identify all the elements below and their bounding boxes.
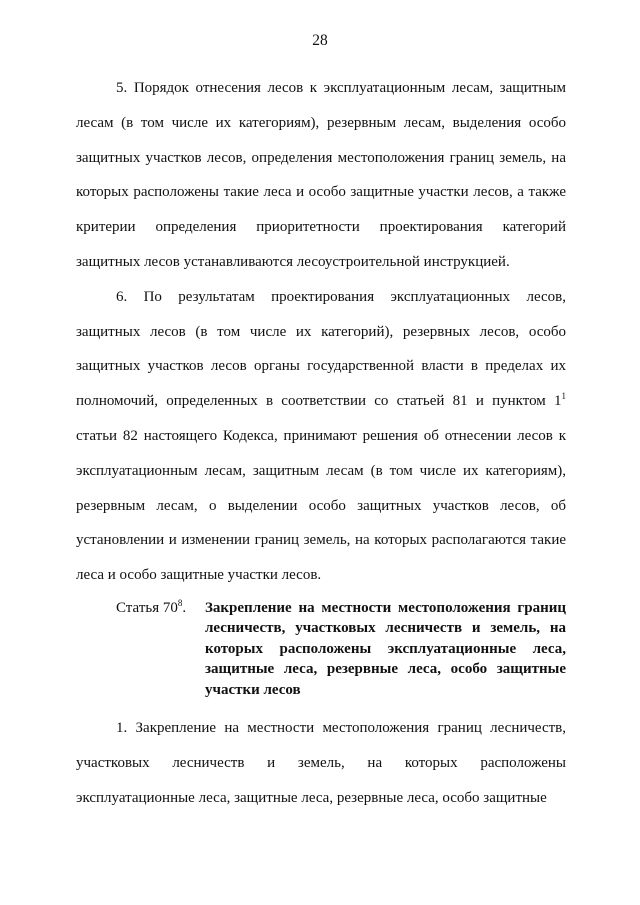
paragraph-6 — [76, 280, 566, 593]
article-heading — [76, 598, 566, 700]
paragraph-6-superscript: 1 — [561, 391, 566, 402]
document-body — [76, 71, 566, 815]
article-label-superscript: 8 — [177, 597, 183, 608]
article-number — [76, 598, 205, 700]
article-label-suffix: . — [182, 599, 187, 616]
paragraph-6-text-end: статьи 82 настоящего Кодекса, принимают решения об отнесении лесов к эксплуатационным лесам, защитным лесам (в том числе их категориям), резервным лесам, о выделении особо защитных участков лесов, об установлении и изменении границ земель, на которых располагаются такие леса и особо защитные участки лесов. — [76, 427, 566, 584]
article-paragraph-1: 1. Закрепление на местности местоположения границ лесничеств, участковых лесничеств и земель, на которых расположены эксплуатационные леса, защитные леса, резервные леса, особо защитные — [76, 719, 566, 806]
paragraph-5: 5. Порядок отнесения лесов к эксплуатационным лесам, защитным лесам (в том числе их категориям), резервным лесам, выделения особо защитных участков лесов, определения местоположения границ земель, на которых расположены такие леса и особо защитные участки лесов, а также критерии определения приоритетности проектирования категорий защитных лесов устанавливаются лесоустроительной инструкцией. — [76, 80, 566, 270]
article-title: Закрепление на местности местоположения границ лесничеств, участковых лесничеств и земель, на которых расположены эксплуатационные леса, защитные леса, резервные леса, особо защитные участки лесов — [205, 599, 566, 698]
page-number: 28 — [312, 32, 328, 49]
paragraph-6-text-start: 6. По результатам проектирования эксплуатационных лесов, защитных лесов (в том числе их категорий), резервных лесов, особо защитных участков лесов органы государственной власти в пределах их полномочий, определенных в соответствии со статьей 81 и пунктом 1 — [76, 288, 566, 410]
article-label-text: Статья 70 — [116, 599, 178, 616]
